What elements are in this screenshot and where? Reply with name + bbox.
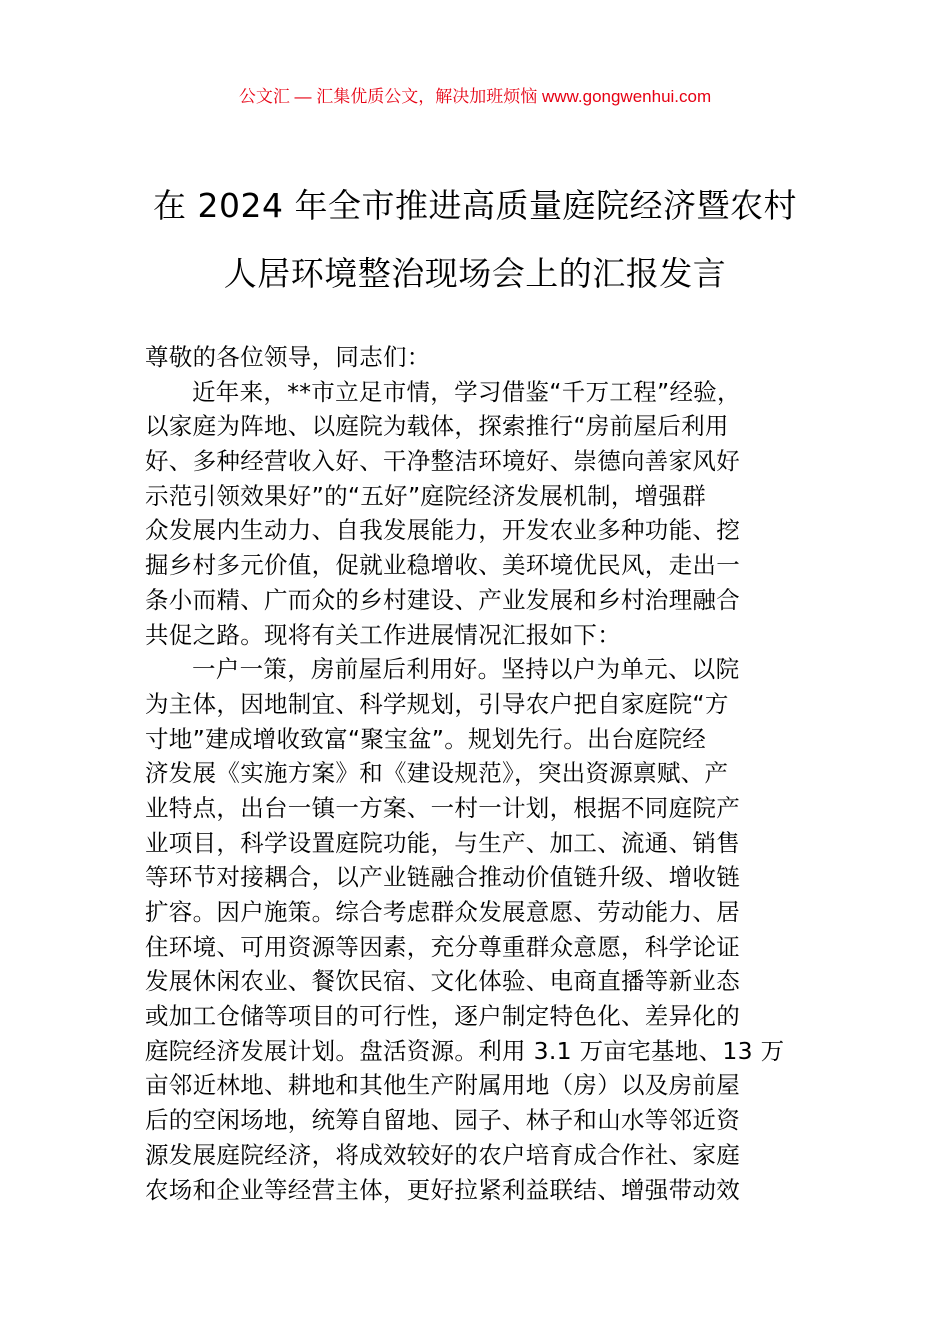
paragraph-line: 好、多种经营收入好、干净整洁环境好、崇德向善家风好: [145, 447, 740, 476]
paragraph-line: 共促之路。现将有关工作进展情况汇报如下：: [145, 620, 621, 649]
paragraph-line: 等环节对接耦合，以产业链融合推动价值链升级、增收链: [145, 863, 740, 892]
title-line: 人居环境整治现场会上的汇报发言: [223, 254, 727, 293]
paragraph-line: 掘乡村多元价值，促就业稳增收、美环境优民风，走出一: [145, 551, 740, 580]
paragraph-line: 发展休闲农业、餐饮民宿、文化体验、电商直播等新业态: [145, 967, 740, 996]
paragraph-line: 扩容。因户施策。综合考虑群众发展意愿、劳动能力、居: [145, 898, 740, 926]
paragraph-line: 一户一策，房前屋后利用好。坚持以户为单元、以院: [192, 655, 740, 684]
paragraph-line: 住环境、可用资源等因素，充分尊重群众意愿，科学论证: [145, 932, 740, 961]
paragraph-line: 业特点，出台一镇一方案、一村一计划，根据不同庭院产: [145, 793, 740, 822]
paragraph-line: 为主体，因地制宜、科学规划，引导农户把自家庭院“方: [145, 689, 729, 718]
document-body: [145, 340, 810, 1207]
paragraph-line: 业项目，科学设置庭院功能，与生产、加工、流通、销售: [145, 828, 740, 857]
paragraph-line: 农场和企业等经营主体，更好拉紧利益联结、增强带动效: [145, 1175, 740, 1204]
paragraph-line: 示范引领效果好”的“五好”庭院经济发展机制，增强群: [145, 481, 707, 510]
paragraph-line: 条小而精、广而众的乡村建设、产业发展和乡村治理融合: [145, 585, 740, 614]
paragraph-line: 济发展《实施方案》和《建设规范》，突出资源禀赋、产: [145, 759, 729, 788]
paragraph-line: 源发展庭院经济，将成效较好的农户培育成合作社、家庭: [145, 1140, 740, 1169]
paragraph-line: 寸地”建成增收致富“聚宝盆”。规划先行。出台庭院经: [145, 724, 707, 753]
document-title: [0, 172, 950, 308]
paragraph-line: 以家庭为阵地、以庭院为载体，探索推行“房前屋后利用: [145, 412, 729, 441]
title-line: 在 2024 年全市推进高质量庭院经济暨农村: [153, 186, 797, 225]
paragraph-line: 近年来，**市立足市情，学习借鉴“千万工程”经验，: [192, 377, 741, 406]
paragraph-line: 后的空闲场地，统筹自留地、园子、林子和山水等邻近资: [145, 1106, 740, 1135]
header-banner[interactable]: 公文汇 — 汇集优质公文，解决加班烦恼 www.gongwenhui.com: [238, 87, 712, 106]
paragraph-line: 庭院经济发展计划。盘活资源。利用 3.1 万亩宅基地、13 万: [145, 1036, 785, 1065]
salutation: 尊敬的各位领导，同志们：: [145, 343, 431, 371]
paragraph-line: 或加工仓储等项目的可行性，逐户制定特色化、差异化的: [145, 1002, 740, 1031]
paragraph-line: 亩邻近林地、耕地和其他生产附属用地（房）以及房前屋: [145, 1071, 740, 1100]
paragraph-line: 众发展内生动力、自我发展能力，开发农业多种功能、挖: [145, 516, 740, 545]
